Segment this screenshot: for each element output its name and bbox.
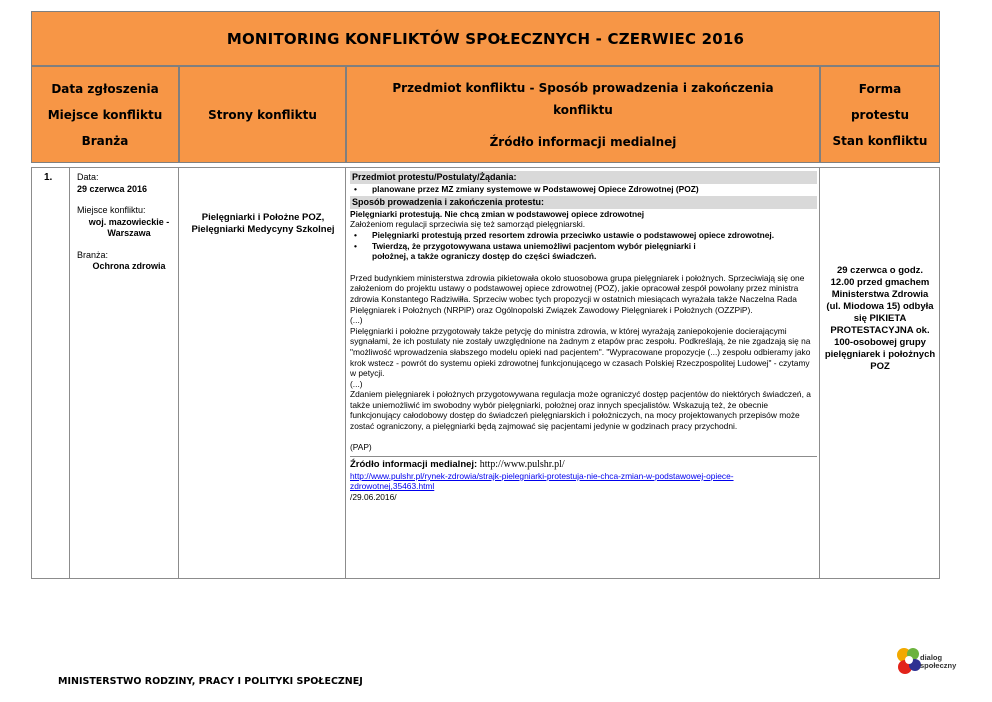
method-bullet-text: Pielęgniarki protestują przed resortem zdrowia przeciwko ustawie o podstawowej opiece zdrowotnej.	[372, 229, 775, 240]
logo-text-line: społeczny	[920, 661, 957, 670]
header-subject	[346, 66, 820, 163]
date-label: Data:	[77, 172, 99, 182]
subject-heading: Przedmiot protestu/Postulaty/Żądania:	[350, 171, 817, 184]
pap-source: (PAP)	[350, 441, 372, 452]
method-heading: Sposób prowadzenia i zakończenia protestu:	[350, 196, 817, 209]
parties-value: Pielęgniarki i Położne POZ, Pielęgniarki Medycyny Szkolnej	[191, 212, 335, 235]
header-industry: Branża	[81, 133, 129, 148]
logo-text	[920, 654, 956, 670]
article-paragraph: Pielęgniarki i położne przygotowały także petycję do ministra zdrowia, w której wyrażają zaniepokojenie docierającymi sygnałami, że ich postulaty nie zostały uwzględnione na żadnym z etapów prac zespołu. Podkreślają, że nie zgadzają się na "możliwość wprowadzenia słabszego modelu opieki nad pacjentem". "Wypracowane propozycje (...) zespołu odbieramy jako krok wstecz - powrót do systemu opieki zdrowotnej funkcjonującego w czasach Polskiej Rzeczpospolitej Ludowej" - czytamy w petycji.	[350, 325, 811, 379]
method-bullet: • Twierdzą, że przygotowywana ustawa uniemożliwi pacjentom wybór pielęgniarki i położnej, a także ograniczy dostęp do części świadczeń.	[350, 241, 817, 262]
source-link[interactable]: http://www.pulshr.pl/rynek-zdrowia/strajk-pielegniarki-protestuja-nie-chca-zmian-w-podstawowej-opiece-zdrowotnej,35463.html	[350, 470, 734, 492]
source-site: http://www.pulshr.pl/	[477, 459, 565, 471]
source-label: Źródło informacji medialnej:	[350, 459, 478, 471]
date-value: 29 czerwca 2016	[77, 183, 148, 194]
article-paragraph: Przed budynkiem ministerstwa zdrowia pikietowała około stuosobowa grupa pielęgniarek i położnych. Sprzeciwiają się one założeniom do projektu ustawy o podstawowej opiece zdrowotnej (POZ), jakie opracował zespół powołany przez ministra zdrowia Konstantego Radziwiłła. Sprzeciw wobec tych propozycji w ostatnich miesiącach wyrażała także Naczelna Rada Pielęgniarek i Położnych (NRPiP) oraz Ogólnopolski Związek Zawodowy Pielęgniarek i Położnych (OZZPiP).	[350, 272, 805, 315]
header-form-line2: protestu	[850, 107, 910, 122]
place-value: woj. mazowieckie - Warszawa	[88, 216, 170, 238]
conflict-description	[350, 171, 817, 503]
ellipsis: (...)	[350, 378, 363, 389]
method-sub: Założeniom regulacji sprzeciwia się też samorząd pielęgniarski.	[350, 219, 586, 230]
dialog-spoleczny-logo	[895, 645, 965, 681]
logo-text-line: dialog	[920, 653, 943, 662]
ellipsis: (...)	[350, 315, 363, 326]
page-title: MONITORING KONFLIKTÓW SPOŁECZNYCH - CZERWIEC 2016	[226, 29, 745, 48]
row-date-place	[77, 172, 175, 273]
header-place: Miejsce konfliktu	[47, 107, 163, 122]
header-subject-label: Przedmiot konfliktu - Sposób prowadzenia i zakończenia konfliktu	[392, 80, 774, 117]
place-label: Miejsce konfliktu:	[77, 205, 146, 215]
header-form-line1: Forma	[858, 81, 902, 96]
method-bullet: • Pielęgniarki protestują przed resortem zdrowia przeciwko ustawie o podstawowej opiece zdrowotnej.	[354, 229, 775, 240]
header-status: Stan konfliktu	[832, 133, 928, 148]
row-number: 1.	[44, 172, 53, 183]
article-paragraph: Zdaniem pielęgniarek i położnych przygotowywana regulacja może ograniczyć dostęp pacjentów do niektórych świadczeń, a także uniemożliwić im swobodny wybór pielęgniarki, położnej oraz innych specjalistów. Wskazują też, że obecnie funkcjonujący całodobowy dostęp do świadczeń pielęgniarskich i położniczych, na mocy projektowanych przepisów może zostać ograniczony, a pielęgniarki będą zajmować się pacjentami jedynie w godzinach pracy przychodni.	[350, 389, 811, 432]
header-date-place-industry	[31, 66, 179, 163]
title-banner	[31, 11, 940, 66]
subject-bullet-text: planowane przez MZ zmiany systemowe w Podstawowej Opiece Zdrowotnej (POZ)	[372, 183, 699, 194]
method-bullet-text: Twierdzą, że przygotowywana ustawa uniemożliwi pacjentom wybór pielęgniarki i położnej, a także ograniczy dostęp do części świadczeń.	[372, 240, 696, 262]
header-parties	[179, 66, 346, 163]
method-lead: Pielęgniarki protestują. Nie chcą zmian w podstawowej opiece zdrowotnej	[350, 208, 645, 219]
header-parties-label: Strony konfliktu	[208, 107, 317, 122]
header-date: Data zgłoszenia	[51, 81, 159, 96]
subject-bullet: • planowane przez MZ zmiany systemowe w Podstawowej Opiece Zdrowotnej (POZ)	[354, 183, 699, 194]
header-source-label: Źródło informacji medialnej	[489, 134, 677, 149]
source-date: /29.06.2016/	[350, 492, 397, 503]
industry-label: Branża:	[77, 249, 109, 260]
media-source	[350, 456, 817, 502]
footer-ministry: MINISTERSTWO RODZINY, PRACY I POLITYKI SPOŁECZNEJ	[58, 676, 363, 687]
header-form	[820, 66, 940, 163]
industry-value: Ochrona zdrowia	[92, 261, 166, 271]
protest-form: 29 czerwca o godz. 12.00 przed gmachem Ministerstwa Zdrowia (ul. Miodowa 15) odbyła się PIKIETA PROTESTACYJNA ok. 100-osobowej grupy pielęgniarek i położnych POZ	[824, 265, 936, 372]
